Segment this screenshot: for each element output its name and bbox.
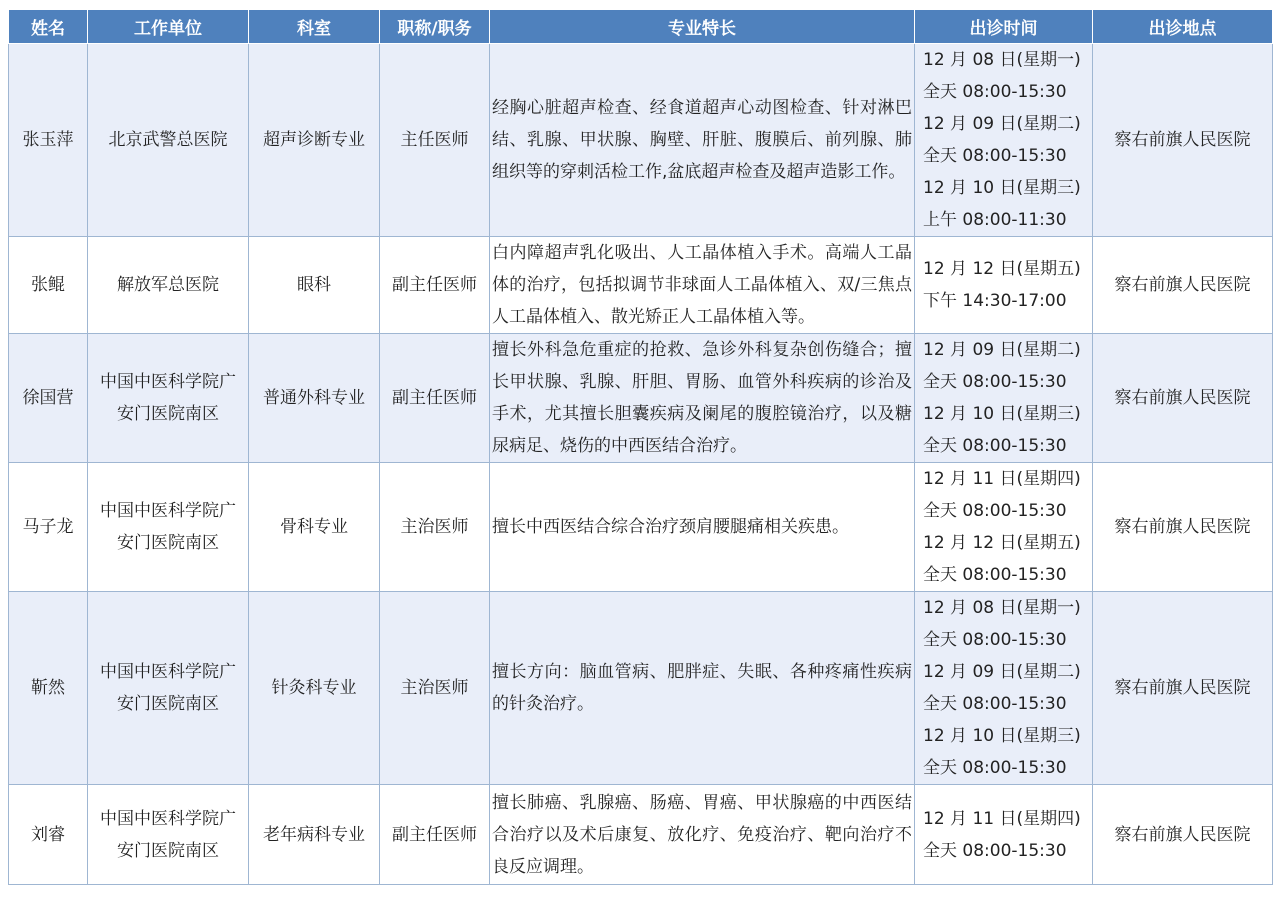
doctor-name: 张鲲	[9, 237, 88, 334]
department: 针灸科专业	[249, 592, 380, 785]
specialty: 白内障超声乳化吸出、人工晶体植入手术。高端人工晶体的治疗，包括拟调节非球面人工晶体植入、双/三焦点人工晶体植入、散光矫正人工晶体植入等。	[490, 237, 915, 334]
work-unit-line: 中国中医科学院广	[100, 662, 236, 682]
clinic-location: 察右前旗人民医院	[1093, 592, 1273, 785]
schedule-line: 12 月 08 日(星期一)	[923, 598, 1081, 618]
table-row	[9, 785, 1273, 885]
schedule-line: 12 月 12 日(星期五)	[923, 533, 1081, 553]
department: 老年病科专业	[249, 785, 380, 885]
header-name: 姓名	[9, 10, 88, 44]
work-unit-line: 安门医院南区	[117, 533, 219, 553]
job-title: 副主任医师	[380, 785, 490, 885]
job-title: 主任医师	[380, 44, 490, 237]
schedule-line: 12 月 12 日(星期五)	[923, 259, 1081, 279]
schedule-line: 12 月 09 日(星期二)	[923, 340, 1081, 360]
work-unit-line: 中国中医科学院广	[100, 372, 236, 392]
specialty: 擅长中西医结合综合治疗颈肩腰腿痛相关疾患。	[490, 463, 915, 592]
work-unit	[88, 44, 249, 237]
schedule-line: 12 月 10 日(星期三)	[923, 404, 1081, 424]
work-unit	[88, 463, 249, 592]
table-row	[9, 463, 1273, 592]
doctor-name: 靳然	[9, 592, 88, 785]
work-unit-line: 解放军总医院	[117, 275, 219, 295]
schedule-line: 全天 08:00-15:30	[923, 565, 1067, 585]
schedule-line: 上午 08:00-11:30	[923, 210, 1067, 230]
work-unit-line: 北京武警总医院	[108, 130, 228, 150]
doctor-name: 张玉萍	[9, 44, 88, 237]
schedule-line: 全天 08:00-15:30	[923, 146, 1067, 166]
work-unit-line: 安门医院南区	[117, 694, 219, 714]
job-title: 主治医师	[380, 463, 490, 592]
schedule-line: 全天 08:00-15:30	[923, 82, 1067, 102]
work-unit	[88, 334, 249, 463]
schedule-line: 12 月 11 日(星期四)	[923, 808, 1081, 829]
job-title: 副主任医师	[380, 334, 490, 463]
specialty: 擅长方向：脑血管病、肥胖症、失眠、各种疼痛性疾病的针灸治疗。	[490, 592, 915, 785]
clinic-location: 察右前旗人民医院	[1093, 463, 1273, 592]
clinic-location: 察右前旗人民医院	[1093, 785, 1273, 885]
clinic-location: 察右前旗人民医院	[1093, 44, 1273, 237]
schedule-line: 全天 08:00-15:30	[923, 501, 1067, 521]
header-dept: 科室	[249, 10, 380, 44]
schedule-line: 12 月 11 日(星期四)	[923, 469, 1081, 489]
specialty: 经胸心脏超声检查、经食道超声心动图检查、针对淋巴结、乳腺、甲状腺、胸壁、肝脏、腹膜后、前列腺、肺组织等的穿刺活检工作,盆底超声检查及超声造影工作。	[490, 44, 915, 237]
schedule-line: 全天 08:00-15:30	[923, 840, 1067, 861]
doctor-name: 马子龙	[9, 463, 88, 592]
schedule-line: 全天 08:00-15:30	[923, 758, 1067, 778]
schedule-line: 全天 08:00-15:30	[923, 630, 1067, 650]
department: 超声诊断专业	[249, 44, 380, 237]
schedule-line: 12 月 09 日(星期二)	[923, 114, 1081, 134]
work-unit-line: 中国中医科学院广	[100, 501, 236, 521]
header-specialty: 专业特长	[490, 10, 915, 44]
department: 骨科专业	[249, 463, 380, 592]
schedule	[915, 334, 1093, 463]
work-unit-line: 安门医院南区	[117, 840, 219, 861]
schedule	[915, 237, 1093, 334]
schedule-line: 全天 08:00-15:30	[923, 694, 1067, 714]
schedule	[915, 463, 1093, 592]
department: 眼科	[249, 237, 380, 334]
schedule	[915, 592, 1093, 785]
schedule-line: 12 月 10 日(星期三)	[923, 726, 1081, 746]
doctor-schedule-table	[8, 9, 1273, 885]
table-row	[9, 334, 1273, 463]
header-schedule: 出诊时间	[915, 10, 1093, 44]
specialty: 擅长肺癌、乳腺癌、肠癌、胃癌、甲状腺癌的中西医结合治疗以及术后康复、放化疗、免疫治疗、靶向治疗不良反应调理。	[490, 785, 915, 885]
schedule-line: 下午 14:30-17:00	[923, 291, 1067, 311]
schedule-line: 全天 08:00-15:30	[923, 436, 1067, 456]
job-title: 主治医师	[380, 592, 490, 785]
clinic-location: 察右前旗人民医院	[1093, 334, 1273, 463]
schedule-line: 12 月 09 日(星期二)	[923, 662, 1081, 682]
department: 普通外科专业	[249, 334, 380, 463]
job-title: 副主任医师	[380, 237, 490, 334]
table-row	[9, 237, 1273, 334]
doctor-name: 刘睿	[9, 785, 88, 885]
table-row	[9, 44, 1273, 237]
specialty: 擅长外科急危重症的抢救、急诊外科复杂创伤缝合；擅长甲状腺、乳腺、肝胆、胃肠、血管外科疾病的诊治及手术，尤其擅长胆囊疾病及阑尾的腹腔镜治疗，以及糖尿病足、烧伤的中西医结合治疗。	[490, 334, 915, 463]
header-row	[9, 10, 1273, 44]
header-unit: 工作单位	[88, 10, 249, 44]
doctor-name: 徐国营	[9, 334, 88, 463]
work-unit-line: 安门医院南区	[117, 404, 219, 424]
work-unit	[88, 592, 249, 785]
schedule	[915, 44, 1093, 237]
work-unit-line: 中国中医科学院广	[100, 808, 236, 829]
schedule-line: 12 月 08 日(星期一)	[923, 50, 1081, 70]
schedule	[915, 785, 1093, 885]
header-location: 出诊地点	[1093, 10, 1273, 44]
doctor-schedule-sheet	[8, 9, 1272, 885]
header-title: 职称/职务	[380, 10, 490, 44]
schedule-line: 12 月 10 日(星期三)	[923, 178, 1081, 198]
work-unit	[88, 785, 249, 885]
table-row	[9, 592, 1273, 785]
schedule-line: 全天 08:00-15:30	[923, 372, 1067, 392]
clinic-location: 察右前旗人民医院	[1093, 237, 1273, 334]
work-unit	[88, 237, 249, 334]
